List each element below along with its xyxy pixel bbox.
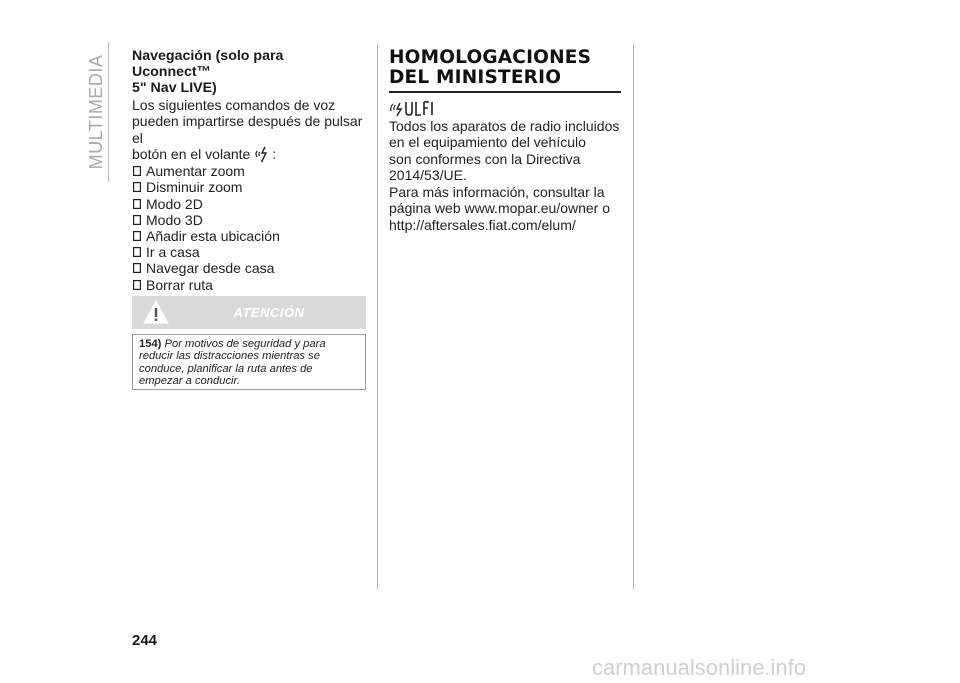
warning-box <box>132 296 366 390</box>
list-item: Ir a casa <box>132 244 366 260</box>
wireless-signal-icon <box>389 99 435 117</box>
warning-text <box>132 334 366 390</box>
voice-command-list <box>132 163 366 293</box>
list-item: Borrar ruta <box>132 277 366 293</box>
homologation-paragraph-2 <box>389 184 621 233</box>
heading-rule <box>389 91 621 93</box>
navigation-heading-line1: Navegación (solo para Uconnect™ <box>132 48 284 80</box>
navigation-heading-line2: 5" Nav LIVE) <box>132 80 217 96</box>
command-bullet-icon <box>133 166 141 176</box>
homologation-heading-line2: DEL MINISTERIO <box>389 67 562 88</box>
command-bullet-icon <box>133 215 141 225</box>
intro-line-1: Los siguientes comandos de voz <box>132 97 336 113</box>
left-column <box>132 48 366 293</box>
para2-line: Para más información, consultar la <box>389 184 605 201</box>
warning-number: 154) <box>139 338 162 350</box>
page-number: 244 <box>132 632 158 649</box>
list-item: Navegar desde casa <box>132 260 366 276</box>
section-tab-rule <box>108 42 109 182</box>
navigation-heading <box>132 48 366 96</box>
list-item: Disminuir zoom <box>132 179 366 195</box>
command-bullet-icon <box>133 199 141 209</box>
homologation-paragraph-1 <box>389 118 621 183</box>
intro-line-3: botón en el volante <box>132 145 251 162</box>
para2-line: http://aftersales.fiat.com/elum/ <box>389 216 576 233</box>
command-bullet-icon <box>133 182 141 192</box>
command-bullet-icon <box>133 280 141 290</box>
watermark: carmanualsonline.info <box>592 655 807 680</box>
para1-line: son conformes con la Directiva <box>389 150 581 167</box>
para1-line: Todos los aparatos de radio incluidos <box>389 118 620 134</box>
right-column <box>389 48 621 233</box>
section-tab <box>86 42 106 182</box>
intro-line-2: pueden impartirse después de pulsar el <box>132 113 363 146</box>
column-divider-right <box>633 44 634 589</box>
list-item: Modo 2D <box>132 196 366 212</box>
intro-line-3-colon: : <box>272 145 277 162</box>
warning-triangle-icon <box>142 299 170 325</box>
command-bullet-icon <box>133 231 141 241</box>
para2-line: página web www.mopar.eu/owner o <box>389 200 611 217</box>
homologation-heading-line1: HOMOLOGACIONES <box>389 47 592 68</box>
navigation-intro <box>132 97 366 162</box>
para1-line: 2014/53/UE. <box>389 166 467 183</box>
command-bullet-icon <box>133 263 141 273</box>
list-item: Modo 3D <box>132 212 366 228</box>
command-bullet-icon <box>133 247 141 257</box>
para1-line: en el equipamiento del vehículo <box>389 134 586 151</box>
column-divider-left <box>377 44 378 589</box>
warning-header <box>132 296 366 329</box>
list-item: Aumentar zoom <box>132 163 366 179</box>
warning-title: ATENCIÓN <box>233 305 305 320</box>
warning-message: Por motivos de seguridad y para reducir las distracciones mientras se conduce, planificar la ruta antes de empezar a conducir. <box>139 338 326 388</box>
list-item: Añadir esta ubicación <box>132 228 366 244</box>
section-tab-label: MULTIMEDIA <box>86 54 106 170</box>
voice-command-icon <box>254 146 272 162</box>
homologation-heading <box>389 48 621 88</box>
